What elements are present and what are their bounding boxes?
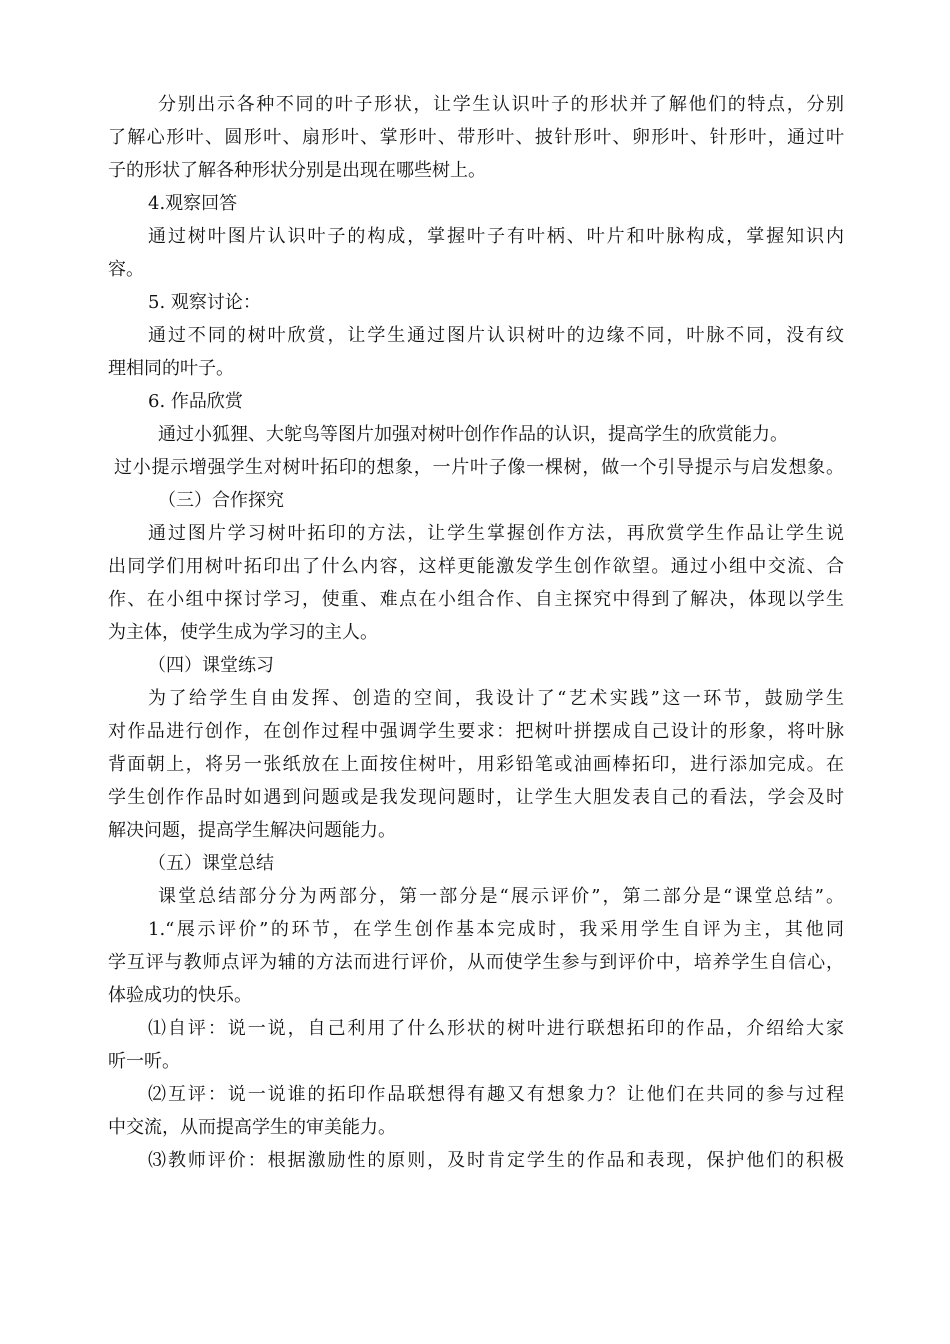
text-line: 1.“展示评价”的环节，在学生创作基本完成时，我采用学生自评为主，其他同 <box>148 919 844 940</box>
text-line: ⑶教师评价：根据激励性的原则，及时肯定学生的作品和表现，保护他们的积极 <box>148 1150 844 1171</box>
text-line: ⑵互评：说一说谁的拓印作品联想得有趣又有想象力？让他们在共同的参与过程 <box>148 1084 844 1105</box>
text-line: 分别出示各种不同的叶子形状，让学生认识叶子的形状并了解他们的特点，分别 <box>158 94 844 115</box>
text-line: 体验成功的快乐。 <box>108 985 252 1006</box>
text-line: 作、在小组中探讨学习，使重、难点在小组合作、自主探究中得到了解决，体现以学生 <box>108 589 844 610</box>
text-line: 理相同的叶子。 <box>108 358 234 379</box>
text-line: 学生创作作品时如遇到问题或是我发现问题时，让学生大胆发表自己的看法，学会及时 <box>108 787 844 808</box>
text-line: 5. 观察讨论： <box>148 292 261 313</box>
text-line: 通过树叶图片认识叶子的构成，掌握叶子有叶柄、叶片和叶脉构成，掌握知识内 <box>148 226 844 247</box>
text-line: 解决问题，提高学生解决问题能力。 <box>108 820 396 841</box>
text-line: 背面朝上，将另一张纸放在上面按住树叶，用彩铅笔或油画棒拓印，进行添加完成。在 <box>108 754 844 775</box>
text-line: 6. 作品欣赏 <box>148 391 243 412</box>
text-line: （四）课堂练习 <box>148 655 274 676</box>
text-line: ⑴自评：说一说，自己利用了什么形状的树叶进行联想拓印的作品，介绍给大家 <box>148 1018 844 1039</box>
text-line: 课堂总结部分分为两部分，第一部分是“展示评价”，第二部分是“课堂总结”。 <box>158 886 844 907</box>
text-line: 容。 <box>108 259 144 280</box>
text-line: 出同学们用树叶拓印出了什么内容，这样更能激发学生创作欲望。通过小组中交流、合 <box>108 556 844 577</box>
text-line: 过小提示增强学生对树叶拓印的想象，一片叶子像一棵树，做一个引导提示与启发想象。 <box>114 457 844 478</box>
text-line: （三）合作探究 <box>158 490 284 511</box>
document-page <box>108 88 844 1177</box>
text-line: （五）课堂总结 <box>148 853 274 874</box>
text-line: 通过图片学习树叶拓印的方法，让学生掌握创作方法，再欣赏学生作品让学生说 <box>148 523 844 544</box>
text-line: 中交流，从而提高学生的审美能力。 <box>108 1117 396 1138</box>
text-line: 学互评与教师点评为辅的方法而进行评价，从而使学生参与到评价中，培养学生自信心， <box>108 952 844 973</box>
text-line: 为了给学生自由发挥、创造的空间，我设计了“艺术实践”这一环节，鼓励学生 <box>148 688 844 709</box>
text-line: 对作品进行创作，在创作过程中强调学生要求：把树叶拼摆成自己设计的形象，将叶脉 <box>108 721 844 742</box>
text-line: 4.观察回答 <box>148 193 238 214</box>
text-line: 通过不同的树叶欣赏，让学生通过图片认识树叶的边缘不同，叶脉不同，没有纹 <box>148 325 844 346</box>
text-line: 为主体，使学生成为学习的主人。 <box>108 622 378 643</box>
text-line: 通过小狐狸、大鸵鸟等图片加强对树叶创作作品的认识，提高学生的欣赏能力。 <box>158 424 788 445</box>
text-line: 了解心形叶、圆形叶、扇形叶、掌形叶、带形叶、披针形叶、卵形叶、针形叶，通过叶 <box>108 127 844 148</box>
text-line: 听一听。 <box>108 1051 180 1072</box>
text-line: 子的形状了解各种形状分别是出现在哪些树上。 <box>108 160 486 181</box>
